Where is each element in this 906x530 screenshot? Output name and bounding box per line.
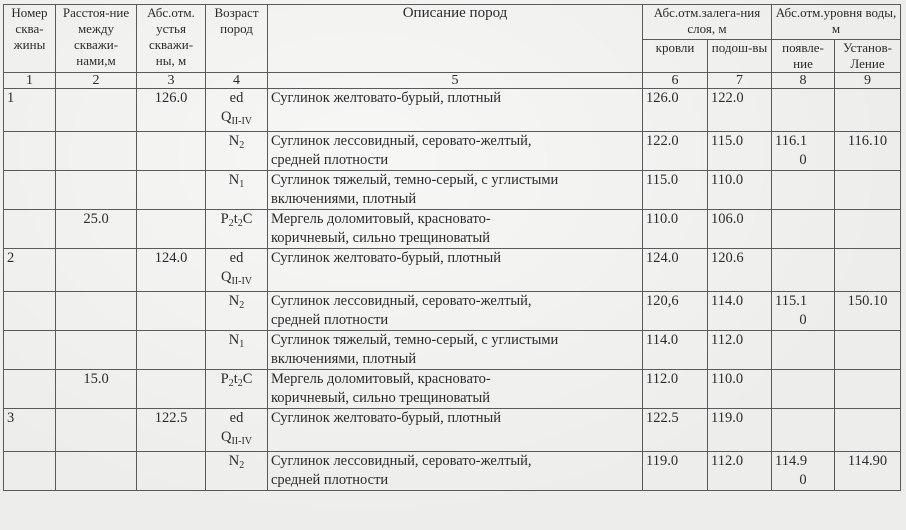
age-n: N [228,133,240,149]
sole-cell: 106.0 [708,210,772,249]
appear-line: 115.1 [775,293,808,309]
table-row [4,132,901,171]
age-n: N [228,453,240,469]
steady-cell: 114.90 [835,452,901,491]
table-row [4,249,901,292]
well-number [4,292,56,331]
description-line: Мергель доломитовый, красновато- [271,371,491,387]
steady-cell [835,171,901,210]
header-row [4,5,901,40]
roof-cell: 122.5 [643,409,708,452]
age-q-base: Q [220,269,232,285]
col-number: 5 [268,73,643,89]
age-q [221,269,252,285]
age-n-sub: 2 [239,140,245,151]
header-well-no: Номер сква-жины [4,5,56,73]
table-row [4,331,901,370]
col-number: 2 [56,73,137,89]
appear-cell [772,452,835,491]
description-line: коричневый, сильно трещиноватый [271,390,491,406]
well-number: 1 [4,89,56,132]
description-cell [268,210,643,249]
description-cell [268,249,643,292]
age-p-sub: 2 [228,218,234,229]
description-line: включениями, плотный [271,191,417,207]
collar-cell [137,370,206,409]
age-cell [206,249,268,292]
age-cell [206,331,268,370]
roof-cell: 112.0 [643,370,708,409]
distance-cell [56,89,137,132]
table-row [4,89,901,132]
well-number: 3 [4,409,56,452]
collar-cell [137,292,206,331]
age-t-sub: 2 [237,218,243,229]
age-cell [206,171,268,210]
column-number-row [4,73,901,89]
table-row [4,409,901,452]
age-c: C [242,211,253,227]
distance-cell [56,409,137,452]
well-number: 2 [4,249,56,292]
description-line: включениями, плотный [271,351,417,367]
header-layer-depth: Абс.отм.залега-ния слоя, м [643,5,772,40]
age-q-sub: II-IV [231,116,253,127]
age-c: C [242,371,253,387]
distance-cell [56,452,137,491]
collar-cell [137,132,206,171]
col-number: 6 [643,73,708,89]
collar-cell [137,210,206,249]
well-number [4,331,56,370]
age-q [221,429,252,445]
roof-cell: 120,6 [643,292,708,331]
appear-line: 0 [799,152,807,168]
description-cell [268,409,643,452]
header-steady: Установ-Ление [835,40,901,73]
description-line: средней плотности [271,312,389,328]
age-cell [206,132,268,171]
description-cell [268,132,643,171]
roof-cell: 114.0 [643,331,708,370]
description-cell [268,292,643,331]
age-cell [206,292,268,331]
steady-cell [835,210,901,249]
age-q [221,109,252,125]
description-cell [268,370,643,409]
description-line: Суглинок желтовато-бурый, плотный [271,90,502,106]
age-cell [206,210,268,249]
sole-cell: 112.0 [708,452,772,491]
appear-cell [772,249,835,292]
header-description: Описание пород [268,5,643,73]
steady-cell [835,249,901,292]
collar-cell [137,171,206,210]
header-distance: Расстоя-ние между скважи-нами,м [56,5,137,73]
age-p: P [220,371,229,387]
description-cell [268,331,643,370]
age-n: N [228,332,240,348]
appear-cell [772,370,835,409]
col-number: 7 [708,73,772,89]
distance-cell [56,249,137,292]
header-age: Возраст пород [206,5,268,73]
age-n-sub: 1 [239,179,245,190]
age-p: P [220,211,229,227]
description-cell [268,452,643,491]
col-number: 9 [835,73,901,89]
description-cell [268,89,643,132]
description-line: Суглинок тяжелый, темно-серый, с углистыми [271,172,559,188]
sole-cell: 112.0 [708,331,772,370]
sole-cell: 110.0 [708,171,772,210]
well-number [4,210,56,249]
well-number [4,452,56,491]
age-t: t [233,371,238,387]
distance-cell [56,331,137,370]
distance-cell: 15.0 [56,370,137,409]
age-cell [206,370,268,409]
description-line: Мергель доломитовый, красновато- [271,211,491,227]
steady-cell: 150.10 [835,292,901,331]
age-cell [206,409,268,452]
steady-cell [835,409,901,452]
appear-line: 114.9 [775,453,808,469]
borehole-table [3,4,901,491]
age-q-sub: II-IV [231,436,253,447]
col-number: 1 [4,73,56,89]
appear-cell [772,132,835,171]
age-t: t [233,211,238,227]
roof-cell: 122.0 [643,132,708,171]
description-line: средней плотности [271,472,389,488]
sole-cell: 110.0 [708,370,772,409]
collar-cell [137,331,206,370]
steady-cell [835,331,901,370]
appear-cell [772,331,835,370]
roof-cell: 119.0 [643,452,708,491]
age-cell [206,452,268,491]
age-q-base: Q [220,109,232,125]
header-sole: подош-вы [708,40,772,73]
col-number: 4 [206,73,268,89]
well-number [4,171,56,210]
col-number: 8 [772,73,835,89]
header-appear: появле-ние [772,40,835,73]
age-n: N [228,172,240,188]
appear-cell [772,89,835,132]
appear-line: 0 [799,472,807,488]
sole-cell: 114.0 [708,292,772,331]
description-line: Суглинок лессовидный, серовато-желтый, [271,133,532,149]
table-row [4,452,901,491]
table-row [4,370,901,409]
collar-cell [137,452,206,491]
sole-cell: 120.6 [708,249,772,292]
appear-line: 116.1 [775,133,808,149]
age-n-sub: 1 [239,339,245,350]
description-line: коричневый, сильно трещиноватый [271,230,491,246]
age-main: ed [229,410,244,426]
steady-cell [835,89,901,132]
appear-line: 0 [799,312,807,328]
age-n: N [228,293,240,309]
roof-cell: 110.0 [643,210,708,249]
description-line: средней плотности [271,152,389,168]
steady-cell: 116.10 [835,132,901,171]
roof-cell: 124.0 [643,249,708,292]
header-roof: кровли [643,40,708,73]
roof-cell: 126.0 [643,89,708,132]
age-main: ed [229,250,244,266]
description-cell [268,171,643,210]
age-n-sub: 2 [239,300,245,311]
sole-cell: 115.0 [708,132,772,171]
collar-cell: 126.0 [137,89,206,132]
col-number: 3 [137,73,206,89]
appear-cell [772,210,835,249]
roof-cell: 115.0 [643,171,708,210]
description-line: Суглинок желтовато-бурый, плотный [271,250,502,266]
age-q-base: Q [220,429,232,445]
distance-cell [56,292,137,331]
collar-cell: 124.0 [137,249,206,292]
header-water-level: Абс.отм.уровня воды, м [772,5,901,40]
age-cell [206,89,268,132]
age-main: ed [229,90,244,106]
distance-cell [56,132,137,171]
description-line: Суглинок лессовидный, серовато-желтый, [271,293,532,309]
age-p-sub: 2 [228,378,234,389]
appear-cell [772,409,835,452]
appear-cell [772,292,835,331]
age-t-sub: 2 [237,378,243,389]
appear-cell [772,171,835,210]
steady-cell [835,370,901,409]
sole-cell: 122.0 [708,89,772,132]
sole-cell: 119.0 [708,409,772,452]
distance-cell [56,171,137,210]
age-n-sub: 2 [239,460,245,471]
well-number [4,132,56,171]
well-number [4,370,56,409]
description-line: Суглинок тяжелый, темно-серый, с углистыми [271,332,559,348]
table-row [4,171,901,210]
collar-cell: 122.5 [137,409,206,452]
distance-cell: 25.0 [56,210,137,249]
header-abs-collar: Абс.отм. устья скважи-ны, м [137,5,206,73]
table-row [4,292,901,331]
table-row [4,210,901,249]
description-line: Суглинок лессовидный, серовато-желтый, [271,453,532,469]
age-q-sub: II-IV [231,276,253,287]
description-line: Суглинок желтовато-бурый, плотный [271,410,502,426]
